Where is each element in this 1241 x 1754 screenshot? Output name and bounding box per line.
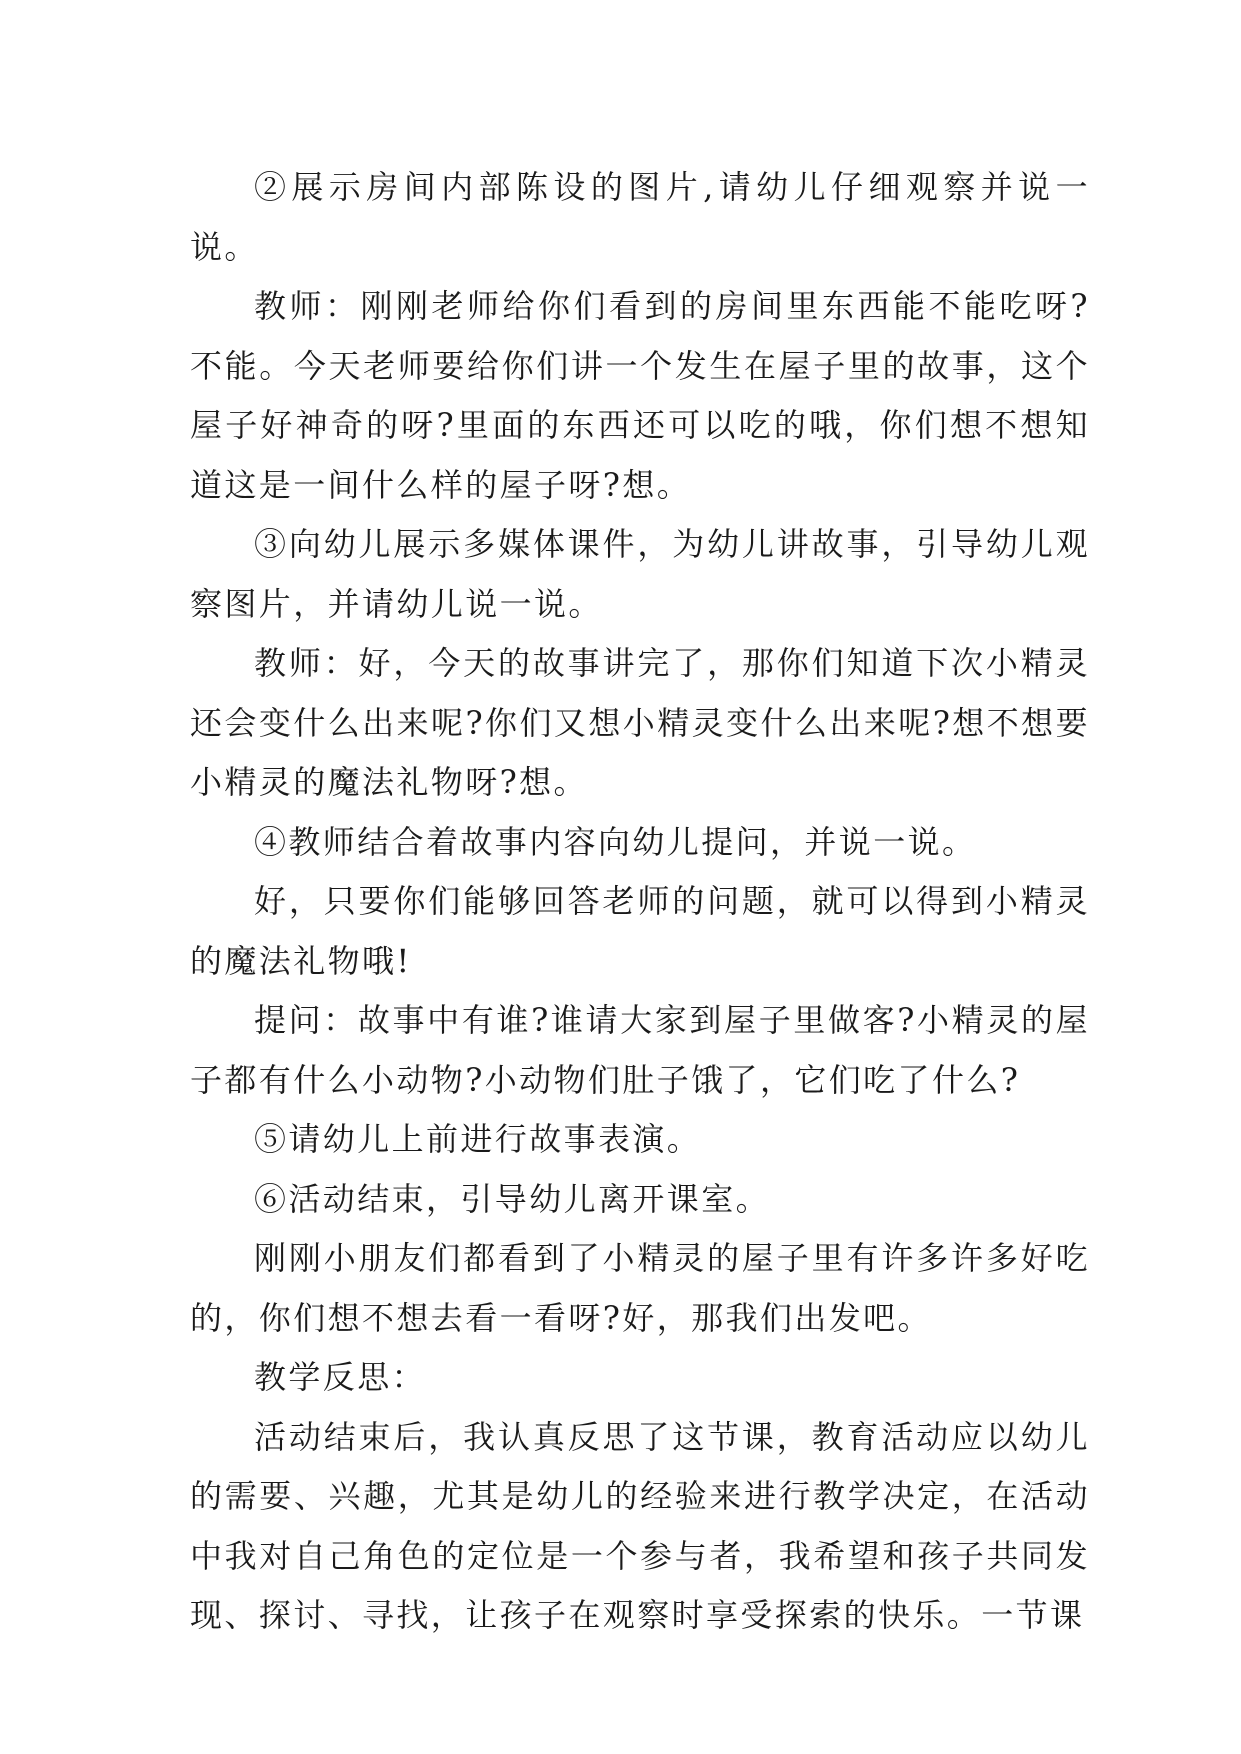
paragraph-teacher-dialogue-2: 教师：好，今天的故事讲完了，那你们知道下次小精灵还会变什么出来呢?你们又想小精灵变什么出来呢?想不想要小精灵的魔法礼物呀?想。 <box>190 644 1090 801</box>
paragraph-step-4: ④教师结合着故事内容向幼儿提问，并说一说。 <box>254 822 977 861</box>
paragraph-reflection: 活动结束后，我认真反思了这节课，教育活动应以幼儿的需要、兴趣，尤其是幼儿的经验来进行教学决定，在活动中我对自己角色的定位是一个参与者，我希望和孩子共同发现、探讨、寻找，让孩子在观察时享受探索的快乐。一节课 <box>190 1417 1090 1634</box>
paragraph-teacher-dialogue-1: 教师：刚刚老师给你们看到的房间里东西能不能吃呀?不能。今天老师要给你们讲一个发生在屋子里的故事，这个屋子好神奇的呀?里面的东西还可以吃的哦，你们想不想知道这是一间什么样的屋子呀?想。 <box>190 287 1090 504</box>
section-heading-reflection: 教学反思： <box>254 1358 427 1396</box>
paragraph-step-2: ②展示房间内部陈设的图片,请幼儿仔细观察并说一说。 <box>190 168 1090 266</box>
paragraph-step-6: ⑥活动结束，引导幼儿离开课室。 <box>254 1179 771 1218</box>
paragraph-step-3: ③向幼儿展示多媒体课件，为幼儿讲故事，引导幼儿观察图片，并请幼儿说一说。 <box>190 525 1090 623</box>
paragraph-questions: 提问：故事中有谁?谁请大家到屋子里做客?小精灵的屋子都有什么小动物?小动物们肚子饿了，它们吃了什么? <box>190 1001 1090 1099</box>
paragraph-answer-reward: 好，只要你们能够回答老师的问题，就可以得到小精灵的魔法礼物哦! <box>190 882 1090 980</box>
paragraph-step-5: ⑤请幼儿上前进行故事表演。 <box>254 1120 702 1158</box>
paragraph-closing-dialogue: 刚刚小朋友们都看到了小精灵的屋子里有许多许多好吃的，你们想不想去看一看呀?好，那我们出发吧。 <box>190 1239 1090 1337</box>
document-body <box>190 158 1090 1646</box>
